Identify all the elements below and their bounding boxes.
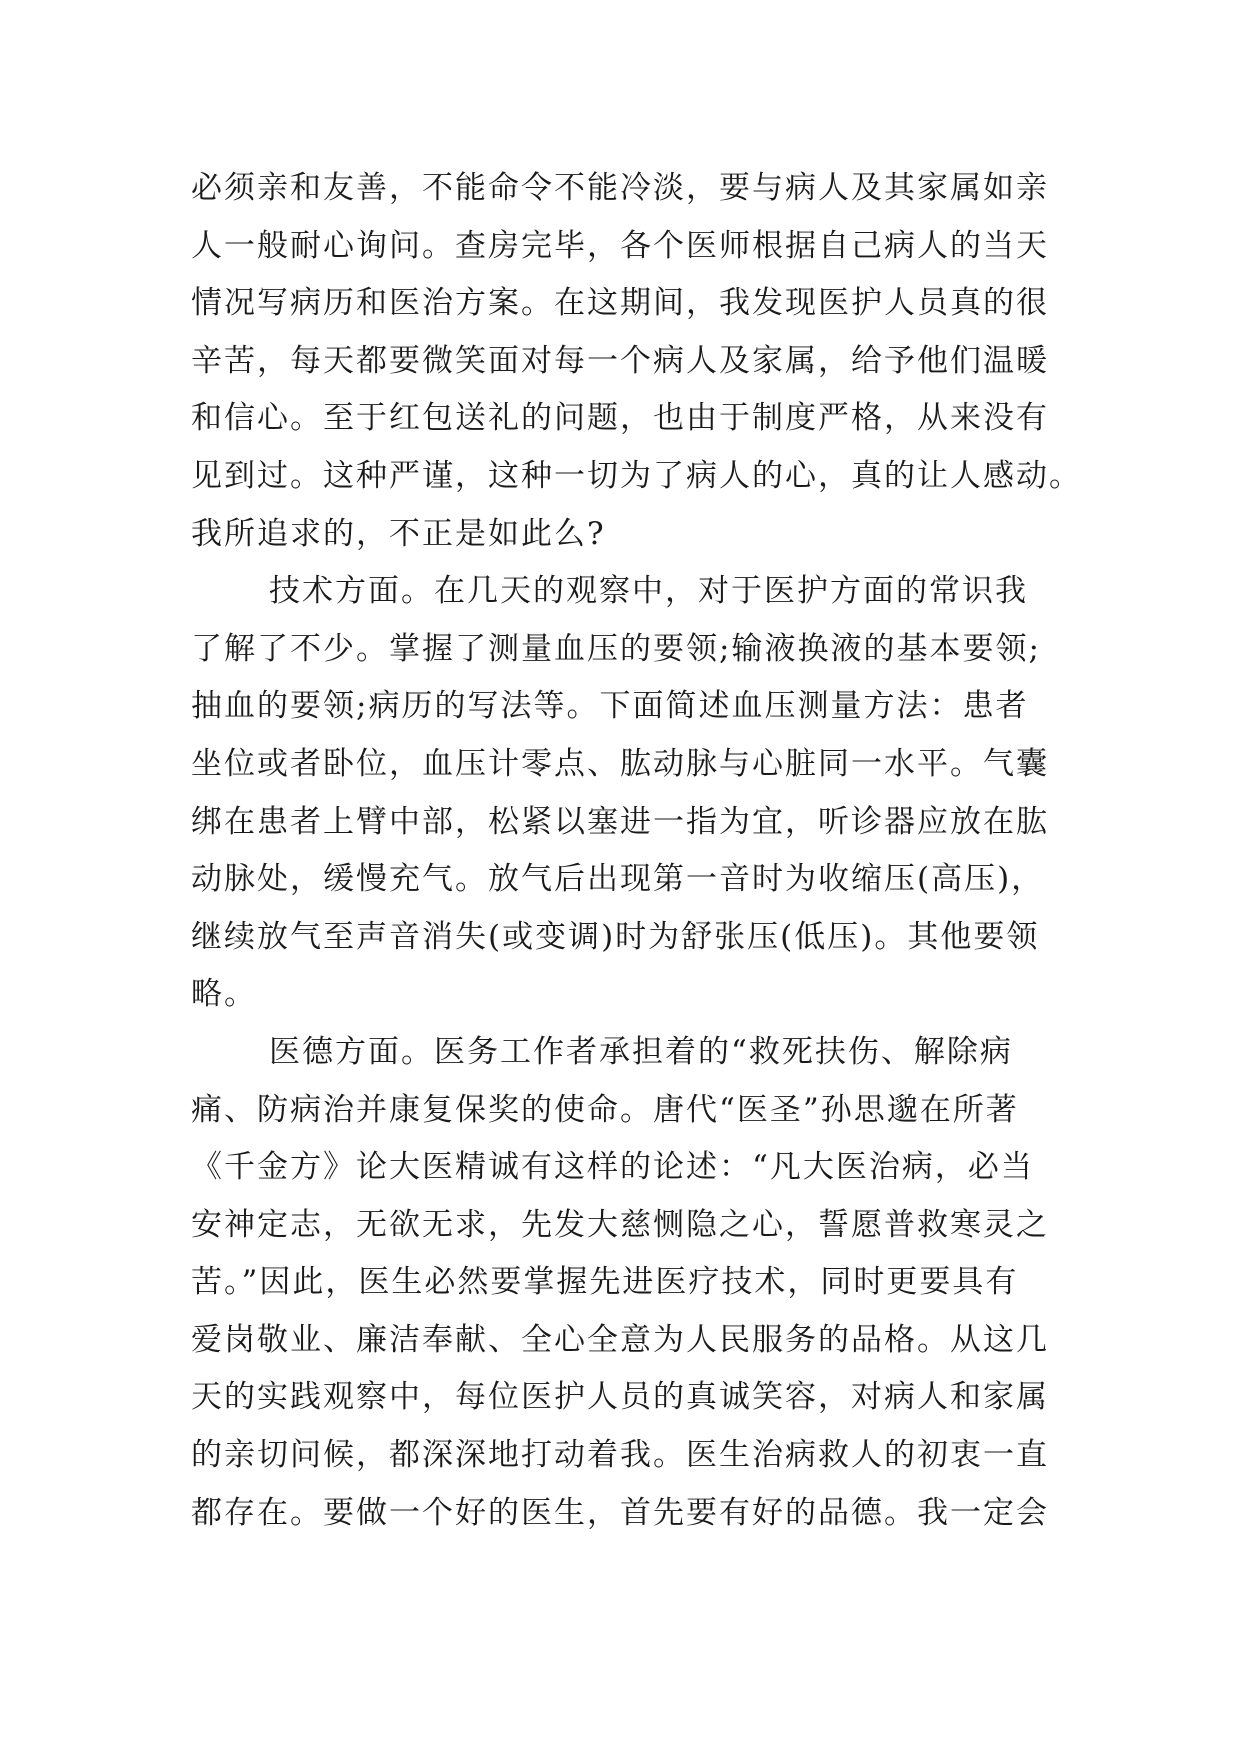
text-line: 天的实践观察中，每位医护人员的真诚笑容，对病人和家属 xyxy=(191,1379,1049,1416)
text-line: 痛、防病治并康复保奖的使命。唐代“医圣”孙思邈在所著 xyxy=(191,1091,1019,1128)
paragraph-start-line: 技术方面。在几天的观察中，对于医护方面的常识我 xyxy=(269,573,1028,610)
text-line: 辛苦，每天都要微笑面对每一个病人及家属，给予他们温暖 xyxy=(191,342,1049,379)
text-line: 都存在。要做一个好的医生，首先要有好的品德。我一定会 xyxy=(191,1494,1049,1531)
text-line: 《千金方》论大医精诚有这样的论述：“凡大医治病，必当 xyxy=(191,1149,1034,1186)
text-line: 人一般耐心询问。查房完毕，各个医师根据自己病人的当天 xyxy=(191,227,1049,264)
text-line: 略。 xyxy=(191,976,257,1013)
text-line: 继续放气至声音消失(或变调)时为舒张压(低压)。其他要领 xyxy=(191,918,1040,955)
text-line: 和信心。至于红包送礼的问题，也由于制度严格，从来没有 xyxy=(191,400,1049,437)
text-line: 动脉处，缓慢充气。放气后出现第一音时为收缩压(高压)， xyxy=(191,861,1045,898)
body-text xyxy=(191,160,1082,1542)
text-line: 情况写病历和医治方案。在这期间，我发现医护人员真的很 xyxy=(191,285,1049,322)
text-line: 爱岗敬业、廉洁奉献、全心全意为人民服务的品格。从这几 xyxy=(191,1321,1049,1358)
text-line: 的亲切问候，都深深地打动着我。医生治病救人的初衷一直 xyxy=(191,1437,1049,1474)
text-line: 了解了不少。掌握了测量血压的要领;输液换液的基本要领; xyxy=(191,630,1041,667)
text-line: 绑在患者上臂中部，松紧以塞进一指为宜，听诊器应放在肱 xyxy=(191,803,1049,840)
text-line: 抽血的要领;病历的写法等。下面简述血压测量方法：患者 xyxy=(191,688,1029,725)
paragraph-start-line: 医德方面。医务工作者承担着的“救死扶伤、解除病 xyxy=(269,1033,1013,1070)
text-line: 坐位或者卧位，血压计零点、肱动脉与心脏同一水平。气囊 xyxy=(191,745,1049,782)
text-line: 我所追求的，不正是如此么? xyxy=(191,515,606,552)
text-line: 苦。”因此，医生必然要掌握先进医疗技术，同时更要具有 xyxy=(191,1264,1019,1301)
text-line: 必须亲和友善，不能命令不能冷淡，要与病人及其家属如亲 xyxy=(191,170,1049,206)
text-line: 安神定志，无欲无求，先发大慈恻隐之心，誓愿普救寒灵之 xyxy=(191,1206,1049,1243)
text-line: 见到过。这种严谨，这种一切为了病人的心，真的让人感动。 xyxy=(191,457,1082,494)
